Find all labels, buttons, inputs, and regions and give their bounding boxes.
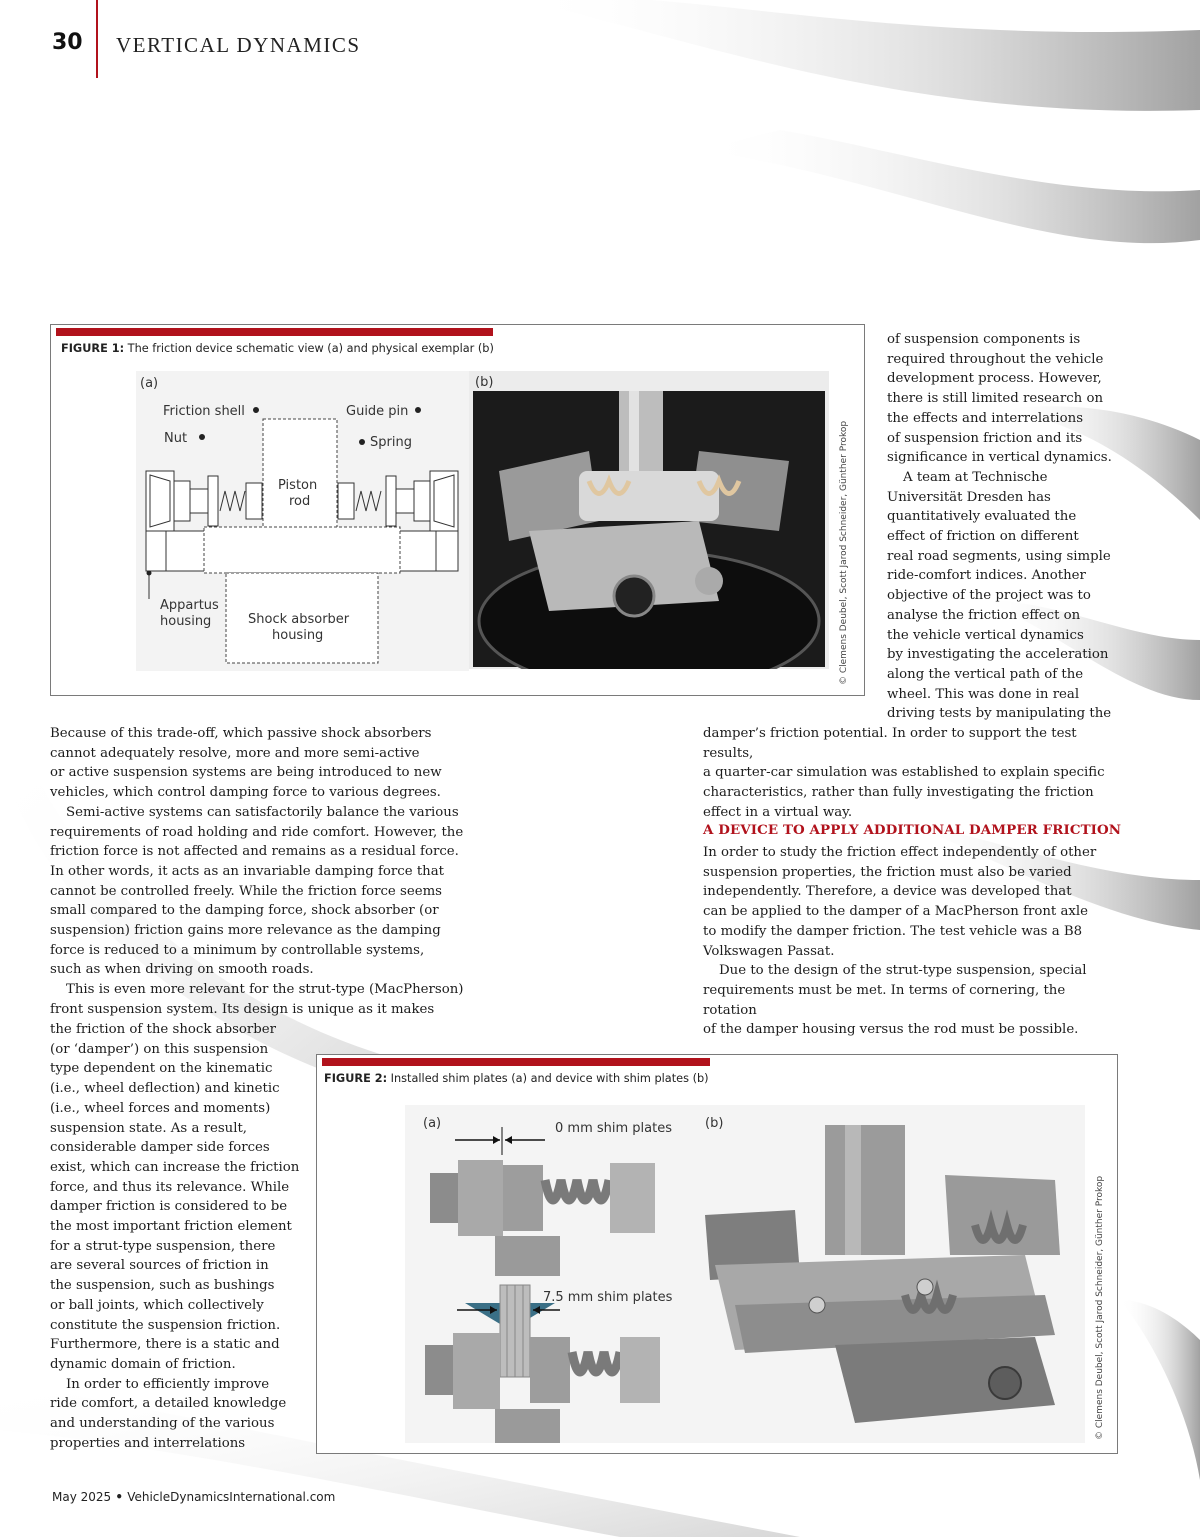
figure-1-panel-b: (b) bbox=[475, 375, 494, 390]
text-line: (or ‘damper’) on this suspension bbox=[50, 1041, 269, 1057]
text-line: or active suspension systems are being introduced to new bbox=[50, 765, 442, 781]
text-line: ride comfort, a detailed knowledge bbox=[50, 1396, 287, 1412]
text-line: small compared to the damping force, shock absorber (or bbox=[50, 903, 439, 919]
label-piston-1: Piston bbox=[278, 478, 318, 493]
text-line: along the vertical path of the bbox=[887, 666, 1084, 682]
figure-1-accent-bar bbox=[56, 328, 493, 336]
text-line: required throughout the vehicle bbox=[887, 351, 1104, 367]
label-spring: Spring bbox=[370, 435, 412, 450]
text-line: of suspension components is bbox=[887, 332, 1081, 347]
figure-1-panel-a: (a) bbox=[140, 376, 159, 391]
text-line: driving tests by manipulating the bbox=[887, 706, 1112, 722]
text-line: characteristics, rather than fully investigating the friction bbox=[703, 785, 1094, 801]
text-line: the effects and interrelations bbox=[887, 410, 1084, 426]
text-line: there is still limited research on bbox=[887, 391, 1104, 407]
section-heading: A DEVICE TO APPLY ADDITIONAL DAMPER FRICTION bbox=[703, 822, 1122, 838]
text-line: In order to study the friction effect independently of other bbox=[703, 845, 1097, 860]
label-nut: Nut bbox=[164, 431, 188, 446]
text-line: type dependent on the kinematic bbox=[50, 1061, 273, 1077]
label-friction-shell: Friction shell bbox=[163, 404, 245, 419]
text-line: (i.e., wheel forces and moments) bbox=[50, 1100, 271, 1116]
text-line: force, and thus its relevance. While bbox=[50, 1179, 290, 1195]
footer-separator: • bbox=[111, 1490, 128, 1504]
text-line: cannot be controlled freely. While the friction force seems bbox=[50, 883, 443, 899]
figure-2 bbox=[316, 1054, 1118, 1454]
text-line: This is even more relevant for the strut-type (MacPherson) bbox=[66, 982, 464, 998]
label-shock-2: housing bbox=[272, 628, 324, 643]
text-line: (i.e., wheel deflection) and kinetic bbox=[50, 1081, 280, 1097]
text-line: or ball joints, which collectively bbox=[50, 1297, 264, 1313]
text-line: requirements of road holding and ride comfort. However, the bbox=[50, 824, 464, 840]
page-number: 30 bbox=[52, 30, 83, 55]
text-line: requirements must be met. In terms of cornering, the rotation bbox=[703, 982, 1066, 1018]
text-line: Universität Dresden has bbox=[887, 489, 1051, 505]
label-shock-1: Shock absorber bbox=[248, 612, 350, 627]
text-line: constitute the suspension friction. bbox=[50, 1317, 281, 1333]
text-line: wheel. This was done in real bbox=[887, 686, 1080, 702]
text-line: the most important friction element bbox=[50, 1219, 292, 1235]
figure-2-caption-label: FIGURE 2: bbox=[324, 1072, 388, 1085]
text-line: damper friction is considered to be bbox=[50, 1199, 288, 1215]
text-line: considerable damper side forces bbox=[50, 1140, 270, 1156]
figure-1-caption bbox=[61, 342, 494, 355]
text-line: independently. Therefore, a device was developed that bbox=[703, 884, 1072, 900]
left-column-narrow bbox=[50, 1020, 300, 1453]
figure-2-panel-a: (a) bbox=[423, 1116, 442, 1131]
text-line: of the damper housing versus the rod must be possible. bbox=[703, 1022, 1079, 1038]
figure-2-caption-text: Installed shim plates (a) and device with shim plates (b) bbox=[387, 1072, 709, 1085]
text-line: friction force is not affected and remains as a residual force. bbox=[50, 844, 459, 860]
text-line: Volkswagen Passat. bbox=[703, 943, 835, 959]
section-title: VERTICAL DYNAMICS bbox=[116, 33, 361, 57]
figure-1-credit-text: © Clemens Deubel, Scott Jarod Schneider, Günther Prokop bbox=[839, 420, 849, 685]
figure-2-credit bbox=[1089, 1165, 1109, 1443]
text-line: development process. However, bbox=[887, 371, 1102, 387]
figure-2-illustration bbox=[405, 1105, 1085, 1443]
figure-2-caption bbox=[324, 1072, 709, 1085]
text-line: a quarter-car simulation was established to explain specific bbox=[703, 765, 1105, 781]
label-guide-pin: Guide pin bbox=[346, 404, 409, 419]
text-line: cannot adequately resolve, more and more semi-active bbox=[50, 745, 420, 761]
text-line: significance in vertical dynamics. bbox=[887, 450, 1112, 466]
text-line: Because of this trade-off, which passive shock absorbers bbox=[50, 726, 432, 741]
text-line: Due to the design of the strut-type suspension, special bbox=[719, 963, 1087, 979]
right-column-bottom bbox=[703, 843, 1123, 1040]
text-line: by investigating the acceleration bbox=[887, 647, 1109, 663]
text-line: front suspension system. Its design is unique as it makes bbox=[50, 1001, 435, 1017]
text-line: ride-comfort indices. Another bbox=[887, 568, 1086, 584]
text-line: to modify the damper friction. The test vehicle was a B8 bbox=[703, 923, 1083, 939]
left-column-wide bbox=[50, 724, 470, 1020]
text-line: the friction of the shock absorber bbox=[50, 1022, 277, 1037]
text-line: suspension) friction gains more relevance as the damping bbox=[50, 923, 441, 939]
label-apparatus-2: housing bbox=[160, 614, 212, 629]
text-line: quantitatively evaluated the bbox=[887, 509, 1077, 525]
header-divider bbox=[96, 0, 98, 78]
text-line: analyse the friction effect on bbox=[887, 607, 1081, 623]
right-column-middle bbox=[703, 724, 1123, 823]
label-shim-75: 7.5 mm shim plates bbox=[543, 1290, 673, 1305]
text-line: effect in a virtual way. bbox=[703, 804, 853, 820]
text-line: force is reduced to a minimum by controllable systems, bbox=[50, 942, 425, 958]
text-line: real road segments, using simple bbox=[887, 548, 1111, 564]
figure-1 bbox=[50, 324, 865, 696]
text-line: the vehicle vertical dynamics bbox=[887, 627, 1084, 643]
text-line: can be applied to the damper of a MacPherson front axle bbox=[703, 904, 1089, 920]
footer-site-link[interactable]: VehicleDynamicsInternational.com bbox=[127, 1490, 336, 1504]
text-line: effect of friction on different bbox=[887, 529, 1079, 545]
text-line: such as when driving on smooth roads. bbox=[50, 962, 314, 978]
text-line: objective of the project was to bbox=[887, 588, 1091, 604]
text-line: the suspension, such as bushings bbox=[50, 1278, 275, 1294]
text-line: for a strut-type suspension, there bbox=[50, 1238, 276, 1254]
text-line: damper’s friction potential. In order to support the test results, bbox=[703, 726, 1077, 761]
figure-2-panel-b: (b) bbox=[705, 1116, 724, 1131]
text-line: dynamic domain of friction. bbox=[50, 1356, 236, 1372]
text-line: Furthermore, there is a static and bbox=[50, 1337, 280, 1353]
label-shim-0: 0 mm shim plates bbox=[555, 1121, 672, 1136]
text-line: exist, which can increase the friction bbox=[50, 1159, 300, 1175]
footer-date: May 2025 bbox=[52, 1490, 112, 1504]
figure-2-credit-text: © Clemens Deubel, Scott Jarod Schneider, Günther Prokop bbox=[1095, 1175, 1105, 1440]
text-line: properties and interrelations bbox=[50, 1435, 246, 1451]
text-line: suspension state. As a result, bbox=[50, 1120, 248, 1136]
footer bbox=[52, 1490, 335, 1504]
text-line: of suspension friction and its bbox=[887, 430, 1083, 446]
figure-1-caption-label: FIGURE 1: bbox=[61, 342, 125, 355]
text-line: vehicles, which control damping force to various degrees. bbox=[50, 785, 441, 801]
text-line: Semi-active systems can satisfactorily balance the various bbox=[66, 804, 459, 820]
label-apparatus-1: Appartus bbox=[160, 598, 219, 613]
figure-1-schematic bbox=[136, 371, 469, 671]
text-line: In other words, it acts as an invariable damping force that bbox=[50, 863, 444, 879]
figure-1-caption-text: The friction device schematic view (a) and physical exemplar (b) bbox=[124, 342, 494, 355]
text-line: A team at Technische bbox=[903, 469, 1048, 485]
figure-1-credit bbox=[833, 403, 853, 688]
text-line: and understanding of the various bbox=[50, 1416, 275, 1432]
text-line: suspension properties, the friction must also be varied bbox=[703, 864, 1072, 880]
right-column-top bbox=[887, 330, 1127, 724]
figure-1-photo bbox=[469, 371, 829, 669]
text-line: are several sources of friction in bbox=[50, 1258, 269, 1274]
text-line: In order to efficiently improve bbox=[66, 1376, 270, 1392]
figure-2-accent-bar bbox=[322, 1058, 710, 1066]
label-piston-2: rod bbox=[289, 494, 311, 509]
